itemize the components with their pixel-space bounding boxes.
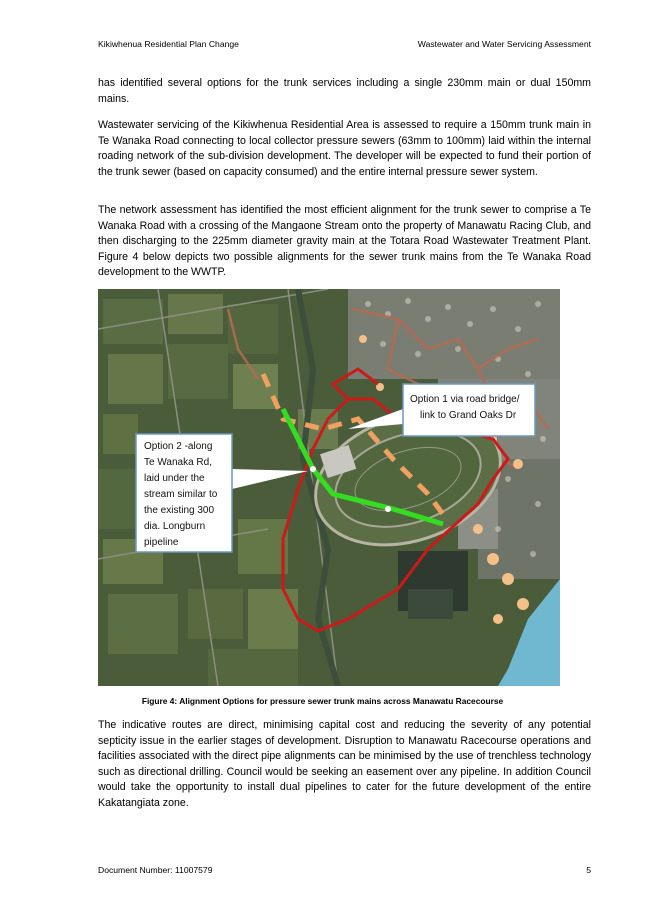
paragraph-4: The indicative routes are direct, minimising capital cost and reducing the severity of any potential septicity issue in the earlier stages of development. Disruption to Manawatu Racecourse operations and facilities associated with the direct pipe alignments can be minimised by the use of trenchless technology such as directional drilling. Council would be seeking an easement over any pipeline. In addition Council would take the opportunity to install dual pipelines to cater for the future development of the entire Kakatangiata zone.	[98, 719, 591, 809]
paragraph-2: Wastewater servicing of the Kikiwhenua Residential Area is assessed to require a 150mm trunk main in Te Wanaka Road connecting to local collector pressure sewers (63mm to 100mm) laid within the internal roading network of the sub-division development. The developer will be expected to fund their portion of the trunk sewer (based on capacity consumed) and the entire internal pressure sewer system.	[98, 119, 591, 178]
option-2-label-4: stream similar to	[144, 489, 218, 500]
figure-caption: Figure 4: Alignment Options for pressure sewer trunk mains across Manawatu Racecourse	[141, 696, 504, 706]
option-2-label-5: the existing 300	[144, 505, 215, 516]
option-2-node	[310, 466, 316, 472]
alignment-map-figure	[98, 289, 560, 686]
option-1-label-2: link to Grand Oaks Dr	[420, 410, 517, 421]
option-2-node	[385, 506, 391, 512]
option-2-label-2: Te Wanaka Rd,	[144, 457, 212, 468]
paragraph-3: The network assessment has identified the most efficient alignment for the trunk sewer to comprise a Te Wanaka Road with a crossing of the Mangaone Stream onto the property of Manawatu Racing Club, and then discharging to the 225mm diameter gravity main at the Totara Road Wastewater Treatment Plant. Figure 4 below depicts two possible alignments for the sewer trunk mains from the Te Wanaka Road development to the WWTP.	[98, 204, 591, 279]
option-2-label-7: pipeline	[144, 537, 179, 548]
header-left: Kikiwhenua Residential Plan Change	[98, 39, 239, 49]
paragraph-1: has identified several options for the trunk services including a single 230mm main or dual 150mm mains.	[98, 77, 591, 105]
header-right: Wastewater and Water Servicing Assessment	[417, 39, 591, 49]
option-2-label-1: Option 2 -along	[144, 441, 213, 452]
option-2-label-3: laid under the	[144, 473, 205, 484]
treatment-plant	[398, 551, 468, 619]
aerial-map	[98, 289, 560, 686]
footer-document-number: Document Number: 11007579	[98, 865, 213, 875]
footer-page-number: 5	[586, 865, 591, 875]
option-2-label-6: dia. Longburn	[144, 521, 206, 532]
option-1-label-1: Option 1 via road bridge/	[410, 394, 520, 405]
